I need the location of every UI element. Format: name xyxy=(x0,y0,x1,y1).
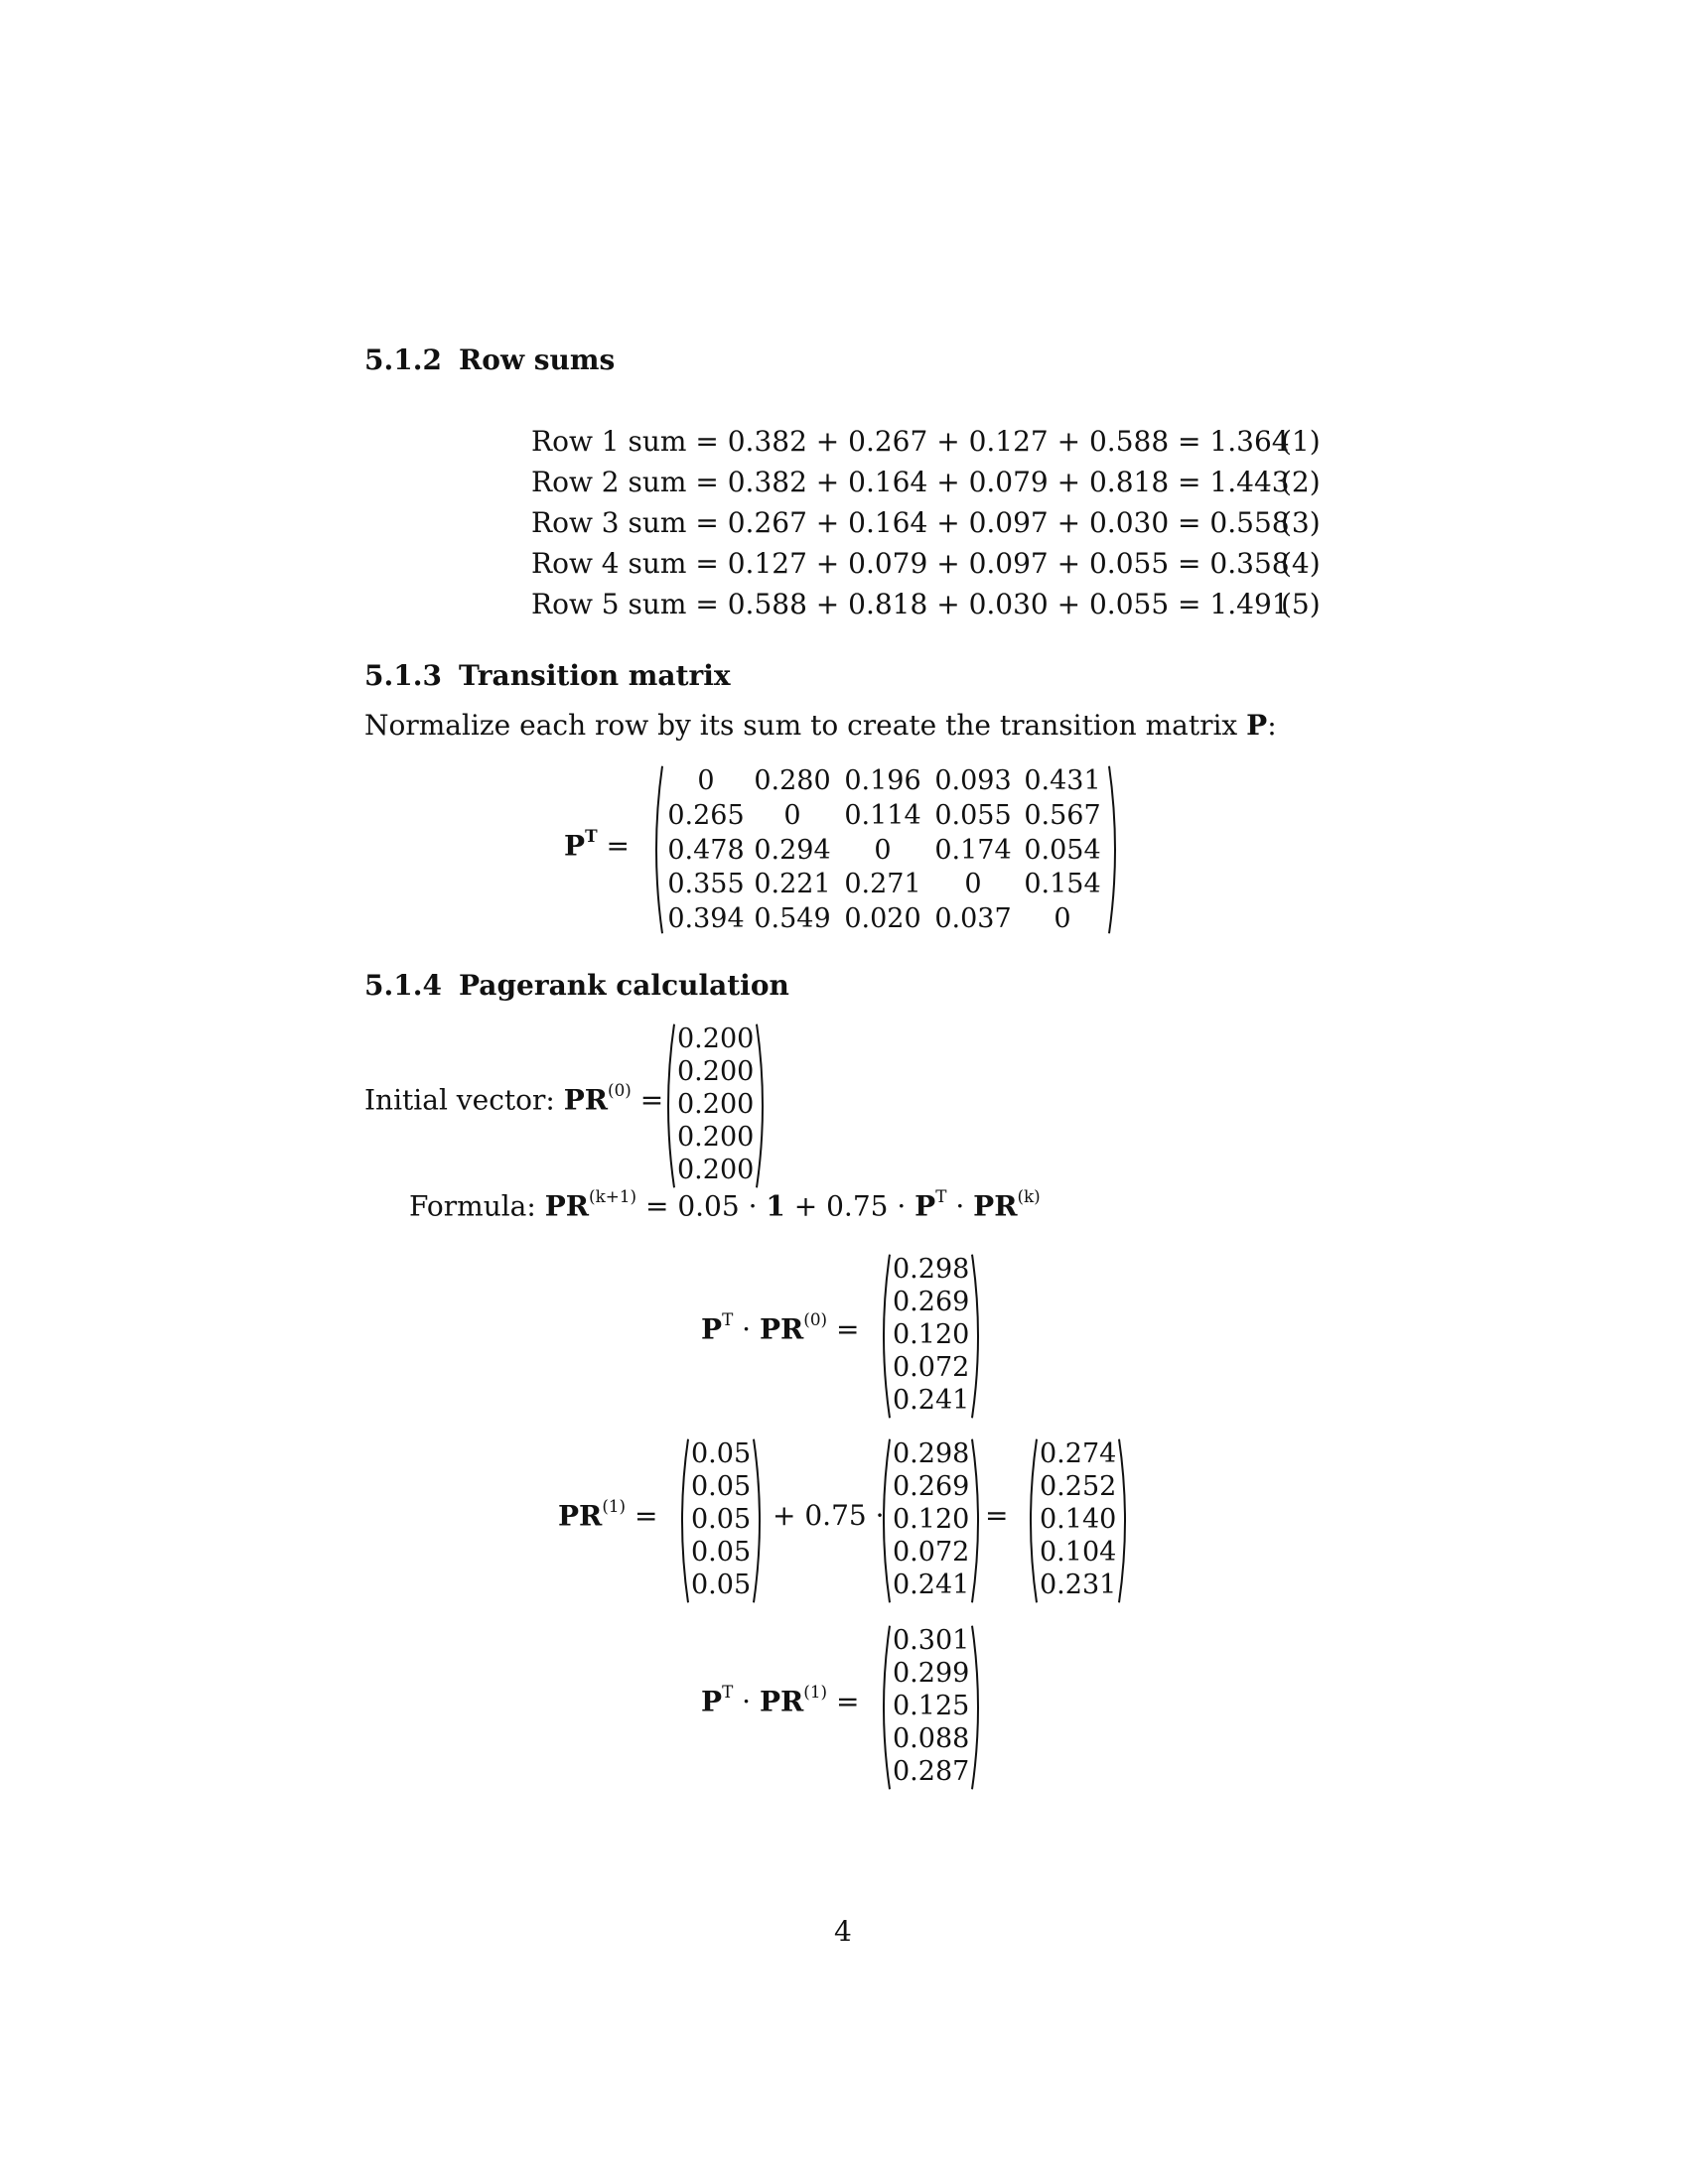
step0-equals: = xyxy=(835,1312,860,1346)
vector-entry: 0.200 xyxy=(677,1024,755,1054)
formula-line xyxy=(409,1186,1041,1223)
vector-entry: 0.298 xyxy=(893,1254,970,1285)
vector-entry: 0.298 xyxy=(893,1438,970,1469)
step1-label xyxy=(701,1682,860,1718)
section-heading-row-sums xyxy=(364,343,615,376)
row-sum-equation: Row 3 sum = 0.267 + 0.164 + 0.097 + 0.030 = 0.558 xyxy=(531,506,1290,539)
pt-sup: T xyxy=(585,826,598,847)
vector-entry: 0.231 xyxy=(1040,1570,1117,1600)
vector-entry: 0.072 xyxy=(893,1352,970,1383)
right-paren xyxy=(969,1437,985,1604)
pr1-sup: (1) xyxy=(602,1496,627,1517)
initial-vector-label xyxy=(364,1080,664,1117)
matrix-cell: 0.431 xyxy=(1024,765,1101,796)
vector-entries xyxy=(691,1437,751,1604)
vector-entry: 0.241 xyxy=(893,1385,970,1416)
step1-p-sup: T xyxy=(722,1682,734,1703)
section-number: 5.1.2 xyxy=(364,343,442,376)
matrix-cell: 0.549 xyxy=(754,903,831,934)
matrix-cell: 0.196 xyxy=(844,765,921,796)
normalize-text: Normalize each row by its sum to create the transition matrix xyxy=(364,709,1238,742)
section-heading-pagerank xyxy=(364,969,789,1002)
matrix-cell: 0.054 xyxy=(1024,834,1101,866)
left-paren xyxy=(877,1624,893,1791)
matrix-cell: 0.265 xyxy=(667,799,745,831)
vector-entry: 0.104 xyxy=(1040,1537,1117,1568)
vector-entries xyxy=(677,1023,754,1189)
pr1-result-vector xyxy=(1024,1437,1132,1604)
normalize-colon: : xyxy=(1267,709,1277,742)
vector-entry: 0.05 xyxy=(691,1570,752,1600)
matrix-grid xyxy=(665,764,1106,935)
matrix-cell: 0.567 xyxy=(1024,799,1101,831)
step1-pr-sup: (1) xyxy=(803,1682,828,1703)
matrix-cell: 0.114 xyxy=(844,799,921,831)
page-number: 4 xyxy=(834,1915,852,1948)
vector-entry: 0.072 xyxy=(893,1537,970,1568)
vector-entry: 0.125 xyxy=(893,1691,970,1721)
equation-number: (4) xyxy=(1281,547,1321,580)
equation-number: (1) xyxy=(1281,425,1321,458)
matrix-cell: 0.020 xyxy=(844,903,921,934)
matrix-cell: 0.294 xyxy=(754,834,831,866)
matrix-cell: 0 xyxy=(874,834,892,866)
step1-equals: = xyxy=(835,1685,860,1718)
formula-p-sup: T xyxy=(935,1186,947,1207)
vector-entry: 0.140 xyxy=(1040,1504,1117,1535)
row-sum-equation: Row 5 sum = 0.588 + 0.818 + 0.030 + 0.055 = 1.491 xyxy=(531,588,1290,620)
row-sum-equation: Row 1 sum = 0.382 + 0.267 + 0.127 + 0.588 = 1.364 xyxy=(531,425,1290,458)
equation-number: (2) xyxy=(1281,466,1321,498)
left-paren xyxy=(675,1437,691,1604)
matrix-cell: 0.055 xyxy=(934,799,1012,831)
normalize-paragraph xyxy=(364,709,1277,742)
damping-term: + 0.75 · xyxy=(773,1499,885,1532)
vector-entry: 0.200 xyxy=(677,1089,755,1120)
vector-entry: 0.05 xyxy=(691,1504,752,1535)
matrix-cell: 0.037 xyxy=(934,903,1012,934)
pt-label xyxy=(564,826,630,863)
matrix-cell: 0.174 xyxy=(934,834,1012,866)
right-paren xyxy=(969,1253,985,1420)
vector-entry: 0.120 xyxy=(893,1504,970,1535)
initial-prefix: Initial vector: xyxy=(364,1083,555,1117)
row-sum-equation: Row 4 sum = 0.127 + 0.079 + 0.097 + 0.055 = 0.358 xyxy=(531,547,1290,580)
vector-entry: 0.05 xyxy=(691,1471,752,1502)
pr1-equals: = xyxy=(634,1499,658,1533)
vector-entry: 0.05 xyxy=(691,1438,752,1469)
step0-p-sup: T xyxy=(722,1309,734,1330)
formula-rhs-a: = 0.05 · xyxy=(644,1189,767,1223)
matrix-symbol: P xyxy=(1246,709,1268,742)
matrix-cell: 0 xyxy=(783,799,801,831)
formula-pr: PR xyxy=(973,1189,1018,1223)
matrix-cell: 0.280 xyxy=(754,765,831,796)
teleport-vector xyxy=(675,1437,767,1604)
matrix-cell: 0.154 xyxy=(1024,869,1101,900)
left-paren xyxy=(877,1437,893,1604)
formula-p: P xyxy=(914,1189,936,1223)
left-paren xyxy=(649,764,665,935)
formula-pr-sup: (k) xyxy=(1017,1186,1041,1207)
vector-entry: 0.299 xyxy=(893,1658,970,1689)
equation-number: (3) xyxy=(1281,506,1321,539)
vector-entry: 0.05 xyxy=(691,1537,752,1568)
vector-entry: 0.200 xyxy=(677,1122,755,1153)
formula-prefix: Formula: xyxy=(409,1189,536,1223)
section-number: 5.1.4 xyxy=(364,969,442,1002)
product-vector xyxy=(877,1437,985,1604)
formula-rhs-b: + 0.75 · xyxy=(784,1189,915,1223)
matrix-cell: 0.093 xyxy=(934,765,1012,796)
pr1-equals-2: = xyxy=(985,1499,1009,1532)
matrix-cell: 0.355 xyxy=(667,869,745,900)
left-paren xyxy=(1024,1437,1040,1604)
matrix-cell: 0.271 xyxy=(844,869,921,900)
section-title: Row sums xyxy=(459,343,616,376)
vector-entry: 0.301 xyxy=(893,1625,970,1656)
step0-vector xyxy=(877,1253,985,1420)
right-paren xyxy=(754,1023,770,1189)
step0-pr: PR xyxy=(759,1312,804,1346)
vector-entry: 0.120 xyxy=(893,1319,970,1350)
pt-symbol: P xyxy=(564,829,586,863)
matrix-cell: 0 xyxy=(697,765,715,796)
step1-dot: · xyxy=(733,1685,760,1718)
pt-equals: = xyxy=(606,829,630,863)
vector-entries xyxy=(893,1437,969,1604)
left-paren xyxy=(877,1253,893,1420)
step0-dot: · xyxy=(733,1312,760,1346)
vector-entry: 0.252 xyxy=(1040,1471,1117,1502)
section-number: 5.1.3 xyxy=(364,659,442,692)
vector-entries xyxy=(893,1624,969,1791)
matrix-cell: 0.478 xyxy=(667,834,745,866)
left-paren xyxy=(661,1023,677,1189)
section-title: Transition matrix xyxy=(459,659,731,692)
matrix-cell: 0 xyxy=(1054,903,1071,934)
step1-pr: PR xyxy=(759,1685,804,1718)
formula-lhs-sup: (k+1) xyxy=(589,1186,637,1207)
vector-entry: 0.269 xyxy=(893,1471,970,1502)
right-paren xyxy=(1116,1437,1132,1604)
formula-lhs: PR xyxy=(544,1189,590,1223)
vector-entry: 0.200 xyxy=(677,1155,755,1185)
section-title: Pagerank calculation xyxy=(459,969,789,1002)
pr-sup: (0) xyxy=(608,1080,632,1101)
initial-vector xyxy=(661,1023,770,1189)
formula-dot: · xyxy=(946,1189,974,1223)
vector-entry: 0.241 xyxy=(893,1570,970,1600)
step0-label xyxy=(701,1309,860,1346)
vector-entries xyxy=(893,1253,969,1420)
matrix-cell: 0.221 xyxy=(754,869,831,900)
pr1-symbol: PR xyxy=(558,1499,603,1533)
vector-entry: 0.274 xyxy=(1040,1438,1117,1469)
matrix-cell: 0 xyxy=(964,869,982,900)
vector-entry: 0.269 xyxy=(893,1287,970,1317)
vector-entries xyxy=(1040,1437,1116,1604)
right-paren xyxy=(969,1624,985,1791)
right-paren xyxy=(1106,764,1122,935)
formula-one-vector: 1 xyxy=(766,1189,785,1223)
step1-vector xyxy=(877,1624,985,1791)
pr1-label xyxy=(558,1496,658,1533)
pr-symbol: PR xyxy=(563,1083,609,1117)
equals-sign: = xyxy=(639,1083,664,1117)
equation-number: (5) xyxy=(1281,588,1321,620)
matrix-cell: 0.394 xyxy=(667,903,745,934)
transition-matrix xyxy=(649,764,1122,935)
vector-entry: 0.287 xyxy=(893,1756,970,1787)
step0-pr-sup: (0) xyxy=(803,1309,828,1330)
step1-p: P xyxy=(701,1685,723,1718)
row-sum-equation: Row 2 sum = 0.382 + 0.164 + 0.079 + 0.818 = 1.443 xyxy=(531,466,1290,498)
vector-entry: 0.088 xyxy=(893,1723,970,1754)
section-heading-transition-matrix xyxy=(364,659,731,692)
step0-p: P xyxy=(701,1312,723,1346)
right-paren xyxy=(751,1437,767,1604)
vector-entry: 0.200 xyxy=(677,1056,755,1087)
